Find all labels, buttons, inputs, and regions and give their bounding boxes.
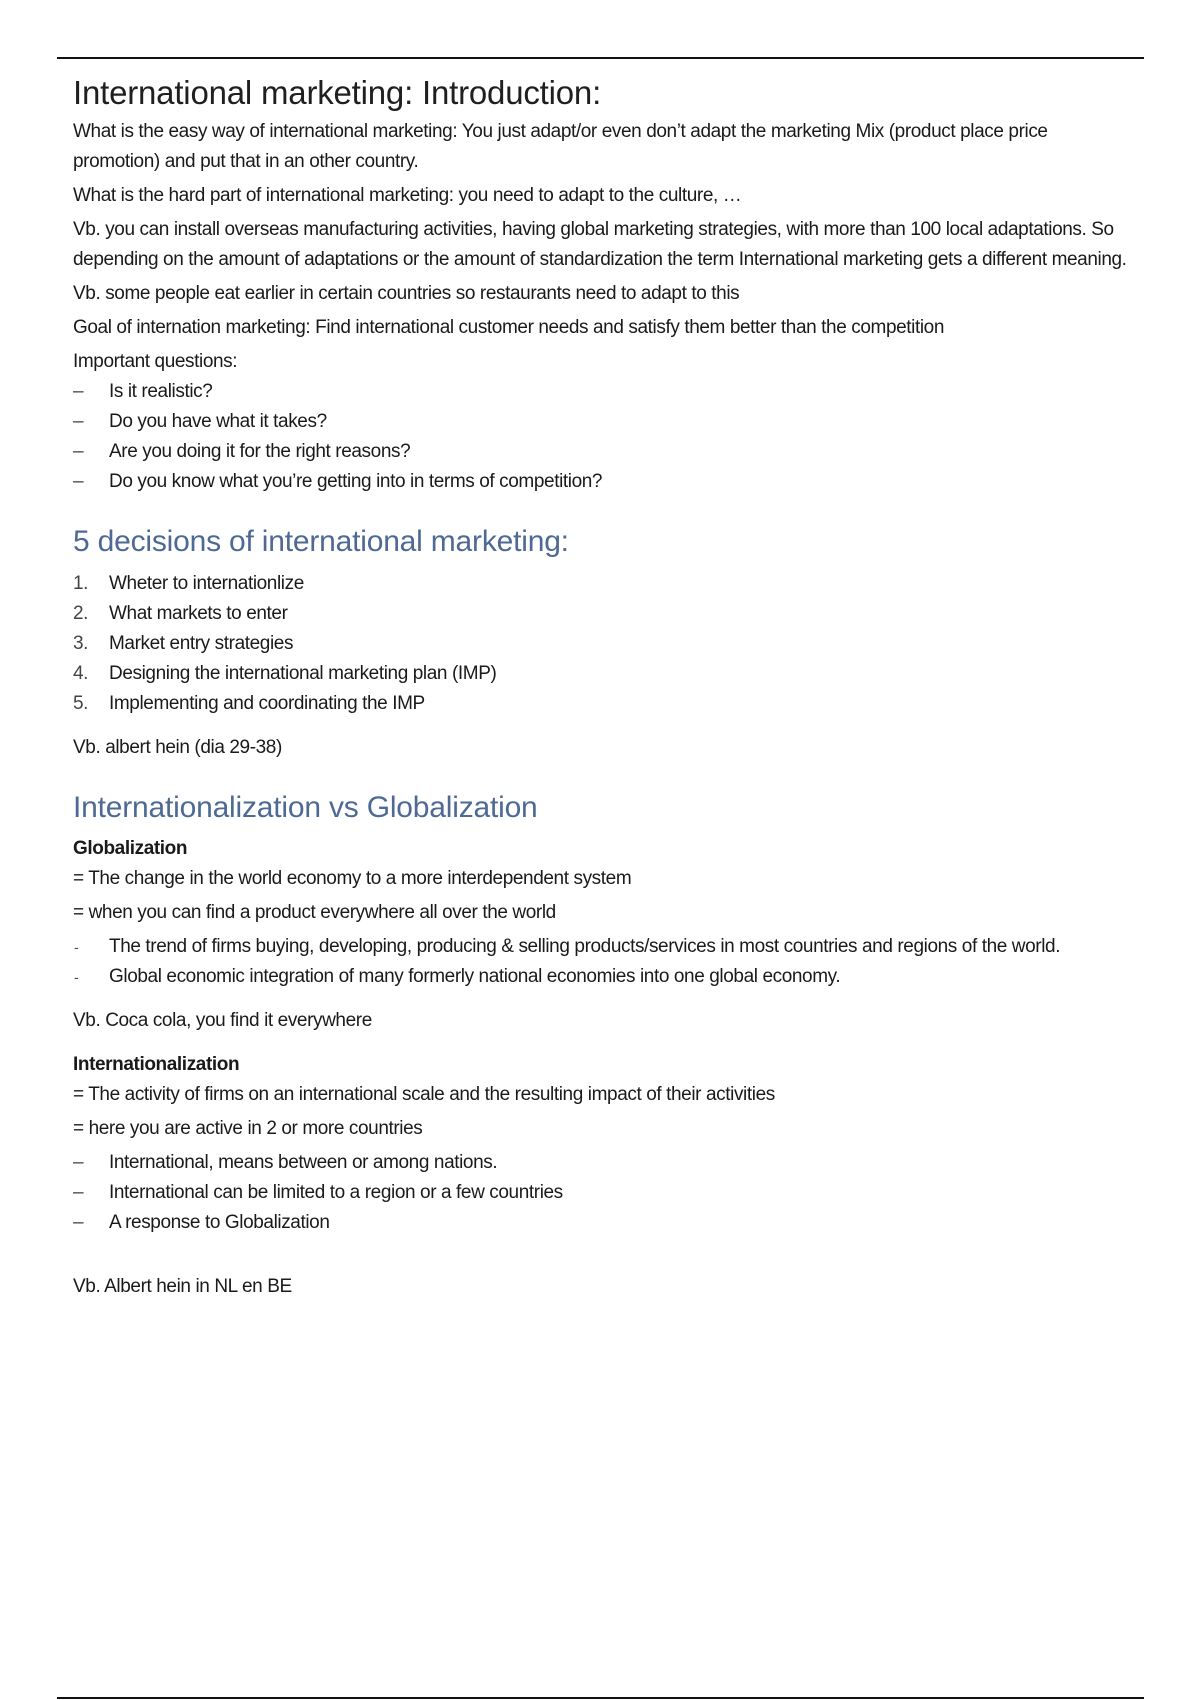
comparison-heading: Internationalization vs Globalization: [73, 790, 538, 824]
internationalization-label: Internationalization: [73, 1054, 240, 1076]
intro-paragraph-easy-way: What is the easy way of international marketing: You just adapt/or even don’t adapt the marketing Mix (product place price promotion) and put that in an other country.: [73, 121, 1048, 173]
list-item-text: A response to Globalization: [109, 1212, 330, 1234]
globalization-example: Vb. Coca cola, you find it everywhere: [73, 1010, 372, 1032]
list-item-text: The trend of firms buying, developing, producing & selling products/services in most countries and regions of the world.: [109, 936, 1061, 958]
internationalization-definition-1: = The activity of firms on an international scale and the resulting impact of their activities: [73, 1084, 775, 1106]
number-marker: 1.: [73, 572, 89, 594]
list-item-text: International, means between or among nations.: [109, 1152, 498, 1174]
list-item: [73, 437, 1133, 467]
list-item: [73, 599, 1133, 629]
list-item-text: Market entry strategies: [109, 632, 294, 654]
dash-marker: –: [73, 1152, 84, 1174]
list-item-text: Are you doing it for the right reasons?: [109, 441, 411, 463]
dash-marker: –: [73, 381, 84, 403]
internationalization-example: Vb. Albert hein in NL en BE: [73, 1276, 292, 1298]
list-item: [73, 407, 1133, 437]
questions-label: Important questions:: [73, 351, 238, 373]
internationalization-definition-2: = here you are active in 2 or more countries: [73, 1118, 423, 1140]
list-item-text: Wheter to internationlize: [109, 572, 304, 594]
questions-list: [73, 377, 1133, 497]
intro-paragraph-hard-part: What is the hard part of international marketing: you need to adapt to the culture, …: [73, 185, 742, 207]
dot-marker: -: [74, 939, 79, 956]
list-item-text: What markets to enter: [109, 602, 288, 624]
dot-marker: -: [74, 969, 79, 986]
document-page: [73, 72, 1133, 1316]
globalization-definition-2: = when you can find a product everywhere all over the world: [73, 902, 556, 924]
intro-paragraph-restaurants-example: Vb. some people eat earlier in certain countries so restaurants need to adapt to this: [73, 283, 740, 305]
decisions-example: Vb. albert hein (dia 29-38): [73, 736, 282, 758]
list-item: [73, 629, 1133, 659]
bottom-rule: [57, 1697, 1144, 1699]
internationalization-bullets: [73, 1148, 1133, 1238]
decisions-list: [73, 569, 1133, 719]
dash-marker: –: [73, 1212, 84, 1234]
dash-marker: –: [73, 441, 84, 463]
list-item: [73, 377, 1133, 407]
dash-marker: –: [73, 471, 84, 493]
document-title: International marketing: Introduction:: [73, 74, 602, 111]
intro-paragraph-overseas-example: Vb. you can install overseas manufacturing activities, having global marketing strategies, with more than 100 local adaptations. So depending on the amount of adaptations or the amount of standardization the term International marketing gets a different meaning.: [73, 219, 1127, 271]
list-item: [73, 1208, 1133, 1238]
decisions-heading: 5 decisions of international marketing:: [73, 525, 569, 559]
list-item-text: Designing the international marketing plan (IMP): [109, 662, 497, 684]
list-item: [73, 569, 1133, 599]
dash-marker: –: [73, 411, 84, 433]
list-item-text: Is it realistic?: [109, 381, 213, 403]
number-marker: 3.: [73, 632, 89, 654]
list-item: [73, 962, 1133, 992]
list-item: [73, 932, 1133, 962]
globalization-bullets: [73, 932, 1133, 992]
number-marker: 2.: [73, 602, 89, 624]
list-item-text: International can be limited to a region or a few countries: [109, 1182, 563, 1204]
list-item-text: Do you have what it takes?: [109, 411, 327, 433]
list-item-text: Do you know what you’re getting into in terms of competition?: [109, 471, 603, 493]
list-item: [73, 1148, 1133, 1178]
list-item: [73, 467, 1133, 497]
globalization-definition-1: = The change in the world economy to a more interdependent system: [73, 868, 632, 890]
spacer: [73, 1252, 1133, 1272]
list-item-text: Global economic integration of many formerly national economies into one global economy.: [109, 966, 841, 988]
list-item: [73, 659, 1133, 689]
list-item: [73, 1178, 1133, 1208]
intro-paragraph-goal: Goal of internation marketing: Find international customer needs and satisfy them better than the competition: [73, 317, 945, 339]
number-marker: 4.: [73, 662, 89, 684]
list-item-text: Implementing and coordinating the IMP: [109, 692, 425, 714]
top-rule: [57, 57, 1144, 59]
list-item: [73, 689, 1133, 719]
dash-marker: –: [73, 1182, 84, 1204]
number-marker: 5.: [73, 692, 89, 714]
globalization-label: Globalization: [73, 838, 188, 860]
